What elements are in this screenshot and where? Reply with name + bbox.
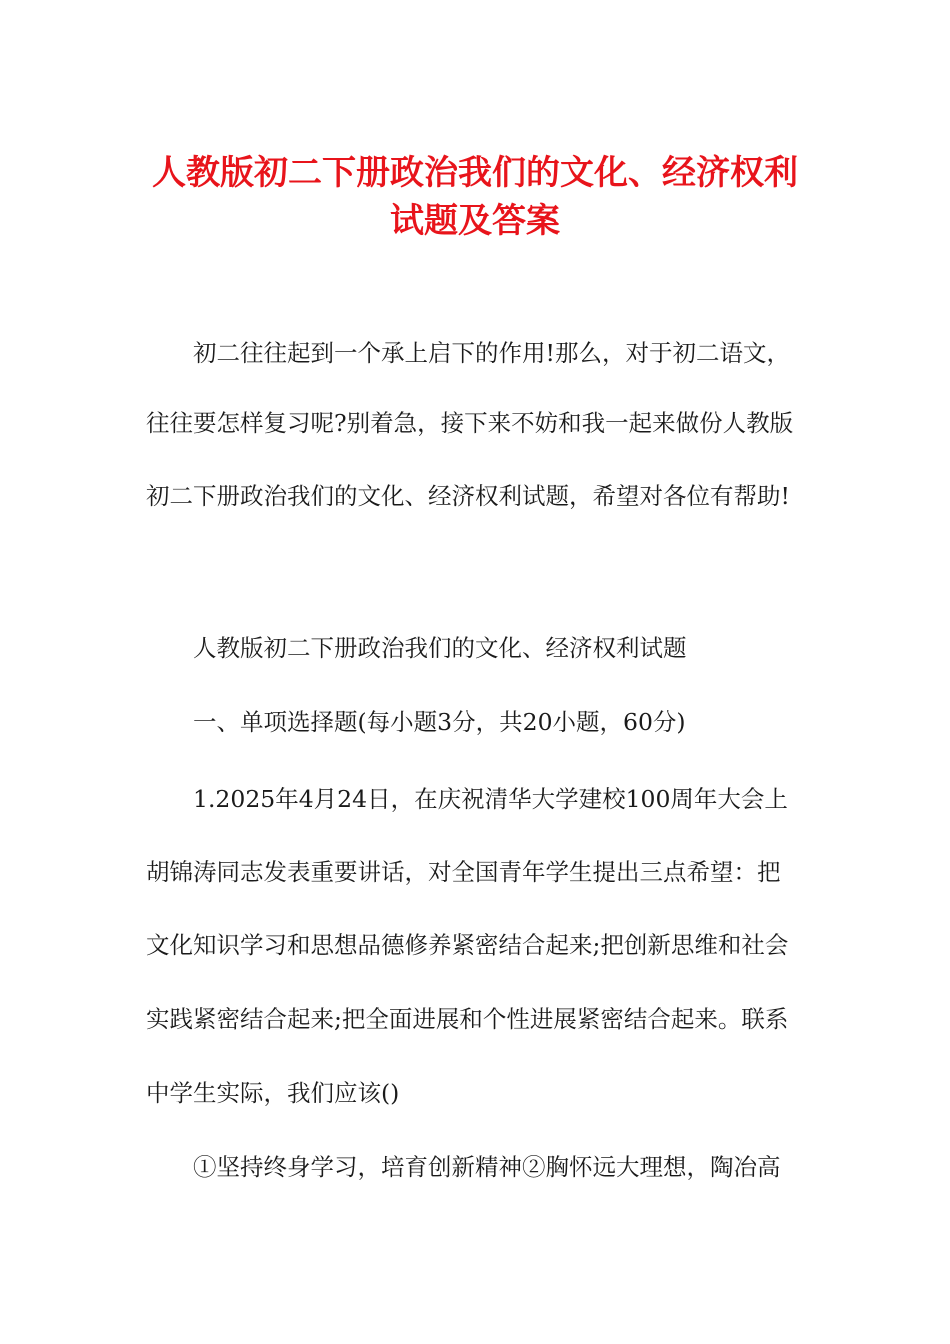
answer-options-line: ①坚持终身学习，培育创新精神②胸怀远大理想，陶冶高 <box>193 1153 781 1181</box>
question-type-heading: 一、单项选择题(每小题3分，共20小题，60分) <box>193 708 686 736</box>
intro-paragraph-line: 初二下册政治我们的文化、经济权利试题，希望对各位有帮助! <box>146 482 790 510</box>
intro-paragraph-line: 初二往往起到一个承上启下的作用!那么，对于初二语文， <box>193 339 790 367</box>
section-heading: 人教版初二下册政治我们的文化、经济权利试题 <box>193 634 687 662</box>
question-text-line: 文化知识学习和思想品德修养紧密结合起来;把创新思维和社会 <box>146 931 789 959</box>
document-title-line-2: 试题及答案 <box>390 201 560 241</box>
question-text-line: 中学生实际，我们应该() <box>146 1079 400 1107</box>
question-text-line: 1.2025年4月24日，在庆祝清华大学建校100周年大会上 <box>193 785 788 813</box>
intro-paragraph-line: 往往要怎样复习呢?别着急，接下来不妨和我一起来做份人教版 <box>146 409 794 437</box>
question-text-line: 实践紧密结合起来;把全面进展和个性进展紧密结合起来。联系 <box>146 1005 789 1033</box>
question-text-line: 胡锦涛同志发表重要讲话，对全国青年学生提出三点希望：把 <box>146 858 781 886</box>
document-title-line-1: 人教版初二下册政治我们的文化、经济权利 <box>152 153 798 193</box>
